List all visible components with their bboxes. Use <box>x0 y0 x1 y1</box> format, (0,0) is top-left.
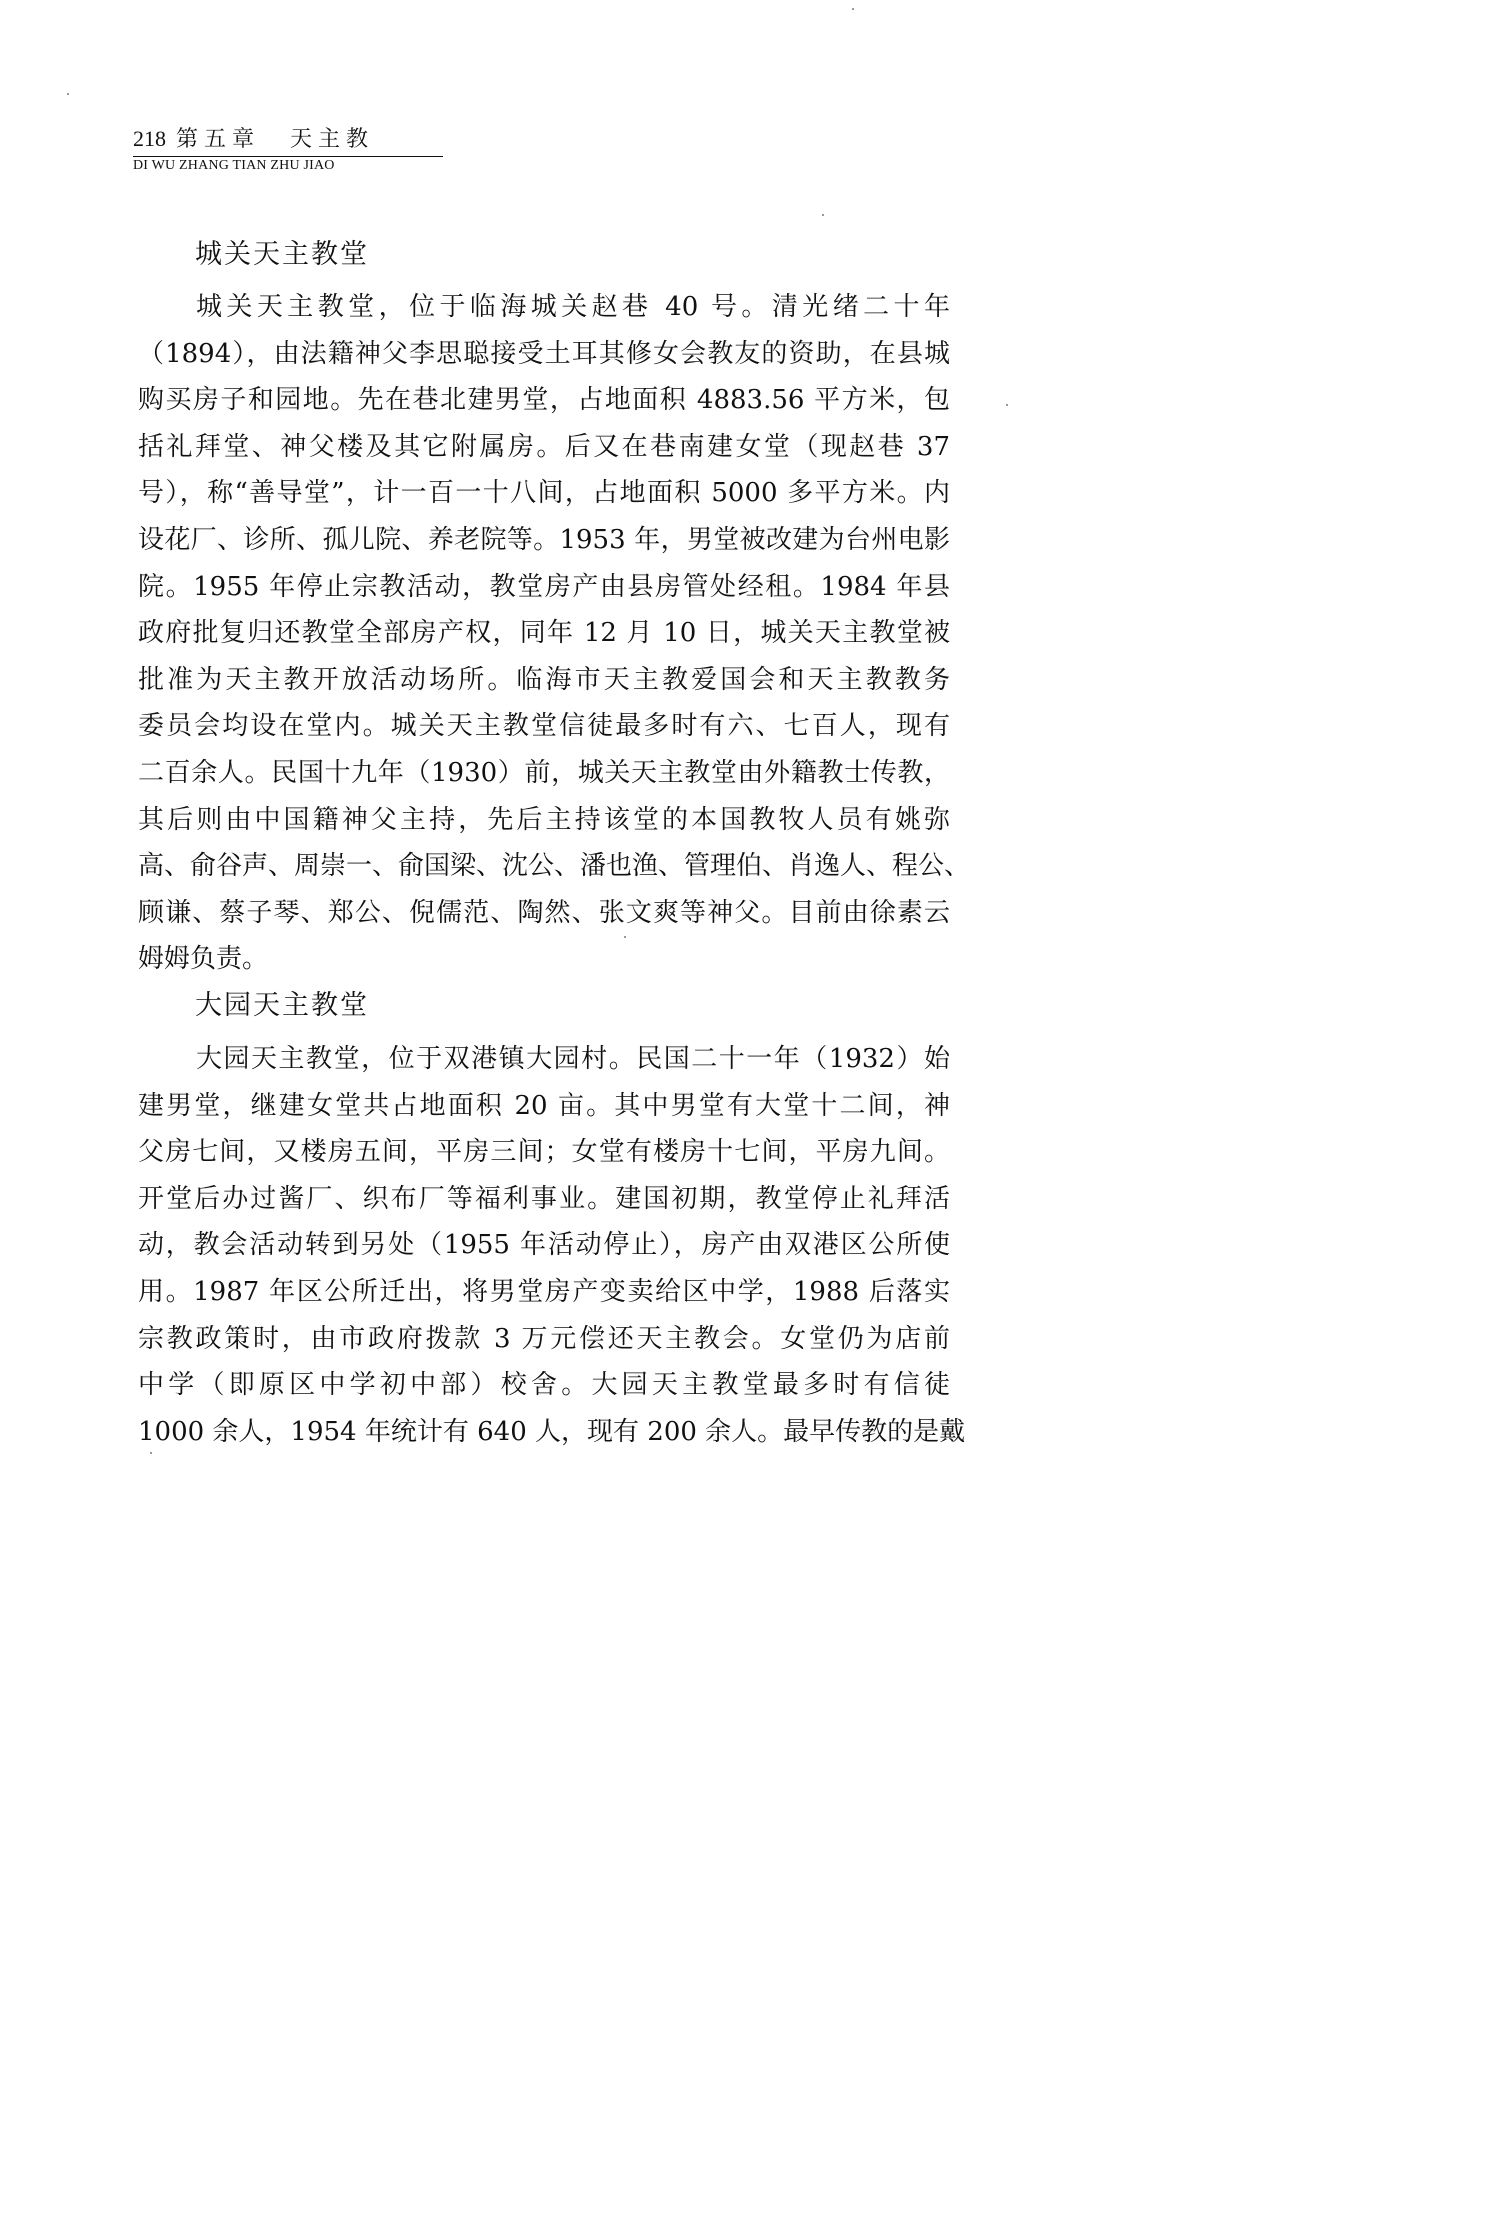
text-line: 二百余人。民国十九年（1930）前，城关天主教堂由外籍教士传教， <box>138 757 950 788</box>
text-line: 政府批复归还教堂全部房产权，同年 12 月 10 日，城关天主教堂被 <box>138 618 950 649</box>
section-title: 城关天主教堂 <box>195 239 369 270</box>
text-line: 批准为天主教开放活动场所。临海市天主教爱国会和天主教教务 <box>138 664 950 695</box>
section-title: 大园天主教堂 <box>195 990 369 1021</box>
scan-speck <box>67 93 69 95</box>
text-line: 姆姆负责。 <box>138 944 269 975</box>
text-line: 用。1987 年区公所迁出，将男堂房产变卖给区中学，1988 后落实 <box>138 1276 950 1307</box>
scan-speck <box>852 8 854 10</box>
page-number: 218 <box>133 126 166 151</box>
text-line: 其后则由中国籍神父主持，先后主持该堂的本国教牧人员有姚弥 <box>138 804 950 835</box>
text-line: 设花厂、诊所、孤儿院、养老院等。1953 年，男堂被改建为台州电影 <box>138 524 950 555</box>
text-line: 建男堂，继建女堂共占地面积 20 亩。其中男堂有大堂十二间，神 <box>138 1090 950 1121</box>
scan-speck <box>822 214 824 216</box>
text-line: 城关天主教堂，位于临海城关赵巷 40 号。清光绪二十年 <box>196 292 950 322</box>
text-line: 高、俞谷声、周崇一、俞国梁、沈公、潘也渔、管理伯、肖逸人、程公、 <box>138 851 971 882</box>
text-line: 宗教政策时，由市政府拨款 3 万元偿还天主教会。女堂仍为店前 <box>138 1323 950 1354</box>
scan-speck <box>1006 404 1008 406</box>
scan-speck <box>150 1452 152 1454</box>
text-line: 购买房子和园地。先在巷北建男堂，占地面积 4883.56 平方米，包 <box>138 385 950 416</box>
text-line: 顾谦、蔡子琴、郑公、倪儒范、陶然、张文爽等神父。目前由徐素云 <box>138 897 950 928</box>
running-head <box>133 125 463 175</box>
book-page <box>0 0 1053 1535</box>
text-line: 1000 余人，1954 年统计有 640 人，现有 200 余人。最早传教的是戴 <box>138 1416 966 1447</box>
text-line: 院。1955 年停止宗教活动，教堂房产由县房管处经租。1984 年县 <box>138 571 950 602</box>
text-line: 动，教会活动转到另处（1955 年活动停止），房产由双港区公所使 <box>138 1230 950 1261</box>
text-line: 号），称“善导堂”，计一百一十八间，占地面积 5000 多平方米。内 <box>138 478 950 509</box>
scan-speck <box>624 936 626 938</box>
running-head-pinyin: DI WU ZHANG TIAN ZHU JIAO <box>133 158 335 173</box>
text-line: 括礼拜堂、神父楼及其它附属房。后又在巷南建女堂（现赵巷 37 <box>138 431 950 462</box>
text-line: 父房七间，又楼房五间，平房三间；女堂有楼房十七间，平房九间。 <box>138 1137 950 1168</box>
text-line: 开堂后办过酱厂、织布厂等福利事业。建国初期，教堂停止礼拜活 <box>138 1183 950 1214</box>
text-line: 大园天主教堂，位于双港镇大园村。民国二十一年（1932）始 <box>196 1044 950 1074</box>
text-line: 中学（即原区中学初中部）校舍。大园天主教堂最多时有信徒 <box>138 1370 950 1401</box>
chapter-label: 第五章 <box>176 127 261 152</box>
section-body <box>138 284 971 983</box>
chapter-topic: 天主教 <box>290 127 375 152</box>
text-line: （1894），由法籍神父李思聪接受土耳其修女会教友的资助，在县城 <box>138 338 950 369</box>
running-head-title-line <box>133 125 463 154</box>
section-body <box>138 1036 966 1455</box>
text-line: 委员会均设在堂内。城关天主教堂信徒最多时有六、七百人，现有 <box>138 711 950 742</box>
